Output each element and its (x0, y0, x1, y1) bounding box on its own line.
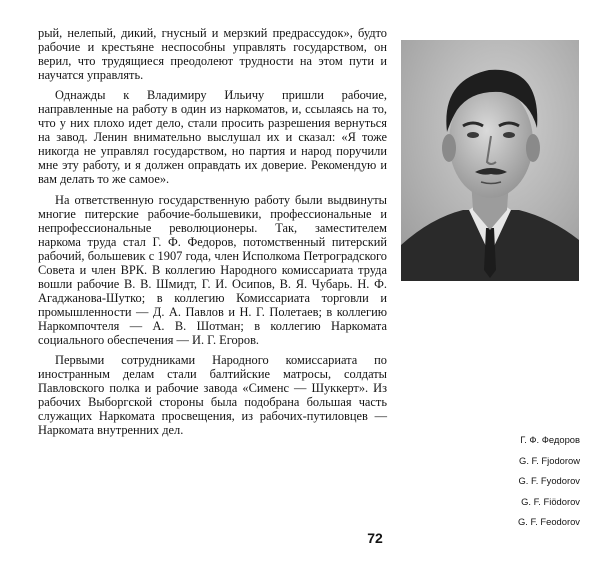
portrait-illustration (401, 40, 579, 281)
caption-german: G. F. Fjodorow (519, 454, 580, 466)
article-text (38, 26, 387, 443)
caption-french: G. F. Fiödorov (521, 495, 580, 507)
portrait-photo (401, 40, 579, 281)
paragraph-4: Первыми сотрудниками Народного комиссариата по иностранным делам стали балтийские матросы, солдаты Павловского полка и рабочие завода «Сименс — Шуккерт». Из рабочих Выборгской стороны была подобрана большая часть служащих Наркомата просвещения, из рабочих-путиловцев — Наркомата внутренних дел. (38, 353, 387, 438)
paragraph-1: рый, нелепый, дикий, гнусный и мерзкий предрассудок», будто рабочие и крестьяне неспособны управлять государством, он верил, что трудящиеся преодолеют трудности на этом пути и научатся управлять. (38, 26, 387, 83)
photo-captions (468, 430, 580, 533)
caption-russian: Г. Ф. Федоров (520, 434, 580, 445)
caption-spanish: G. F. Feodorov (517, 516, 580, 528)
paragraph-2: Однажды к Владимиру Ильичу пришли рабочие, направленные на работу в один из наркоматов, и, ссылаясь на то, что у них плохо идет дело, стали просить разрешения вернуться на завод. Ленин внимательно выслушал их и сказал: «Я тоже никогда не управлял государством, но партия и народ поручили мне эту работу, и я должен оправдать их доверие. Рекомендую и вам делать то же самое». (38, 88, 387, 187)
page-number: 72 (367, 530, 383, 546)
caption-english: G. F. Fyodorov (518, 475, 580, 487)
paragraph-3: На ответственную государственную работу были выдвинуты многие питерские рабочие-большевики, профессиональные и непрофессиональные революционеры. Так, заместителем наркома труда стал Г. Ф. Федоров, потомственный питерский рабочий, большевик с 1907 года, член Исполкома Петроградского Совета и член ВРК. В коллегию Народного комиссариата труда вошли рабочие В. В. Шмидт, Г. И. Осипов, В. Я. Чубарь. Н. Ф. Агаджанова-Шутко; в коллегию Комиссариата торговли и промышленности — Д. А. Павлов и Н. Г. Полетаев; в коллегию Наркомпочтеля — А. В. Шотман; в коллегию Наркомата социального обеспечения — И. Г. Егоров. (38, 192, 387, 347)
